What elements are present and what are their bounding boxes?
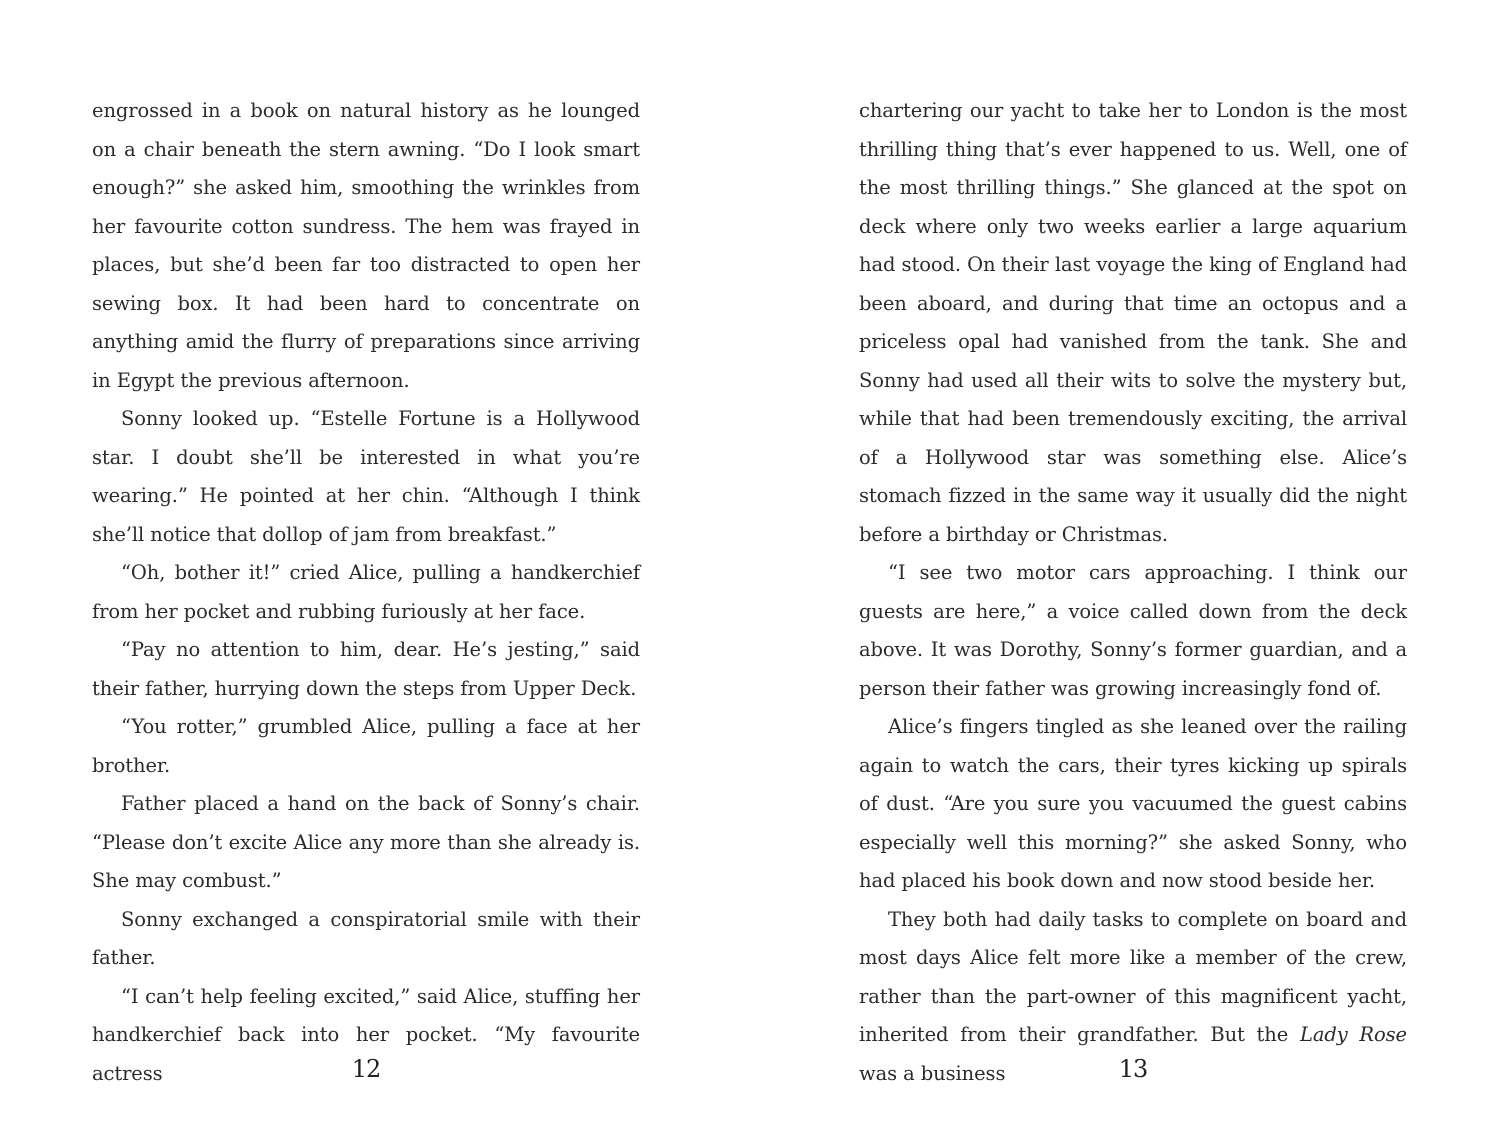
page-number-right: 13 [1118, 1055, 1148, 1083]
paragraph: “Pay no attention to him, dear. He’s jesting,” said their father, hurrying down the steps from Upper Deck. [92, 638, 640, 700]
left-page [92, 92, 640, 1093]
paragraph: engrossed in a book on natural history as he lounged on a chair beneath the stern awning. “Do I look smart enough?” she asked him, smoothing the wrinkles from her favourite cotton sundress. The hem was frayed in places, but she’d been far too distracted to open her sewing box. It had been hard to concentrate on anything amid the flurry of preparations since arriving in Egypt the previous afternoon. [92, 99, 640, 392]
yacht-name-italic: Lady Rose [1299, 1023, 1407, 1046]
paragraph: Sonny exchanged a conspiratorial smile with their father. [92, 907, 640, 969]
text-run: was a business [859, 1061, 1006, 1085]
paragraph: “You rotter,” grumbled Alice, pulling a face at her brother. [92, 715, 640, 777]
paragraph: “Oh, bother it!” cried Alice, pulling a handkerchief from her pocket and rubbing furiously at her face. [92, 561, 640, 623]
text-run: They both had daily tasks to complete on board and most days Alice felt more like a member of the crew, rather than the part-owner of this magnificent yacht, inherited from their grandfather. But the [859, 907, 1407, 1046]
paragraph: Sonny looked up. “Estelle Fortune is a Hollywood star. I doubt she’ll be interested in what you’re wearing.” He pointed at her chin. “Although I think she’ll notice that dollop of jam from breakfast.” [92, 407, 640, 546]
paragraph: “I see two motor cars approaching. I think our guests are here,” a voice called down from the deck above. It was Dorothy, Sonny’s former guardian, and a person their father was growing increasingly fond of. [859, 561, 1407, 700]
paragraph: “I can’t help feeling excited,” said Alice, stuffing her handkerchief back into her pocket. “My favourite actress [92, 984, 640, 1085]
page-number-left: 12 [351, 1055, 381, 1083]
paragraph: Alice’s fingers tingled as she leaned over the railing again to watch the cars, their tyres kicking up spirals of dust. “Are you sure you vacuumed the guest cabins especially well this morning?” she asked Sonny, who had placed his book down and now stood beside her. [859, 715, 1407, 892]
paragraph: chartering our yacht to take her to London is the most thrilling thing that’s ever happened to us. Well, one of the most thrilling things.” She glanced at the spot on deck where only two weeks earlier a large aquarium had stood. On their last voyage the king of England had been aboard, and during that time an octopus and a priceless opal had vanished from the tank. She and Sonny had used all their wits to solve the mystery but, while that had been tremendously exciting, the arrival of a Hollywood star was something else. Alice’s stomach fizzed in the same way it usually did the night before a birthday or Christmas. [859, 99, 1407, 546]
paragraph: Father placed a hand on the back of Sonny’s chair. “Please don’t excite Alice any more than she already is. She may combust.” [92, 792, 640, 892]
right-page [859, 92, 1407, 1093]
